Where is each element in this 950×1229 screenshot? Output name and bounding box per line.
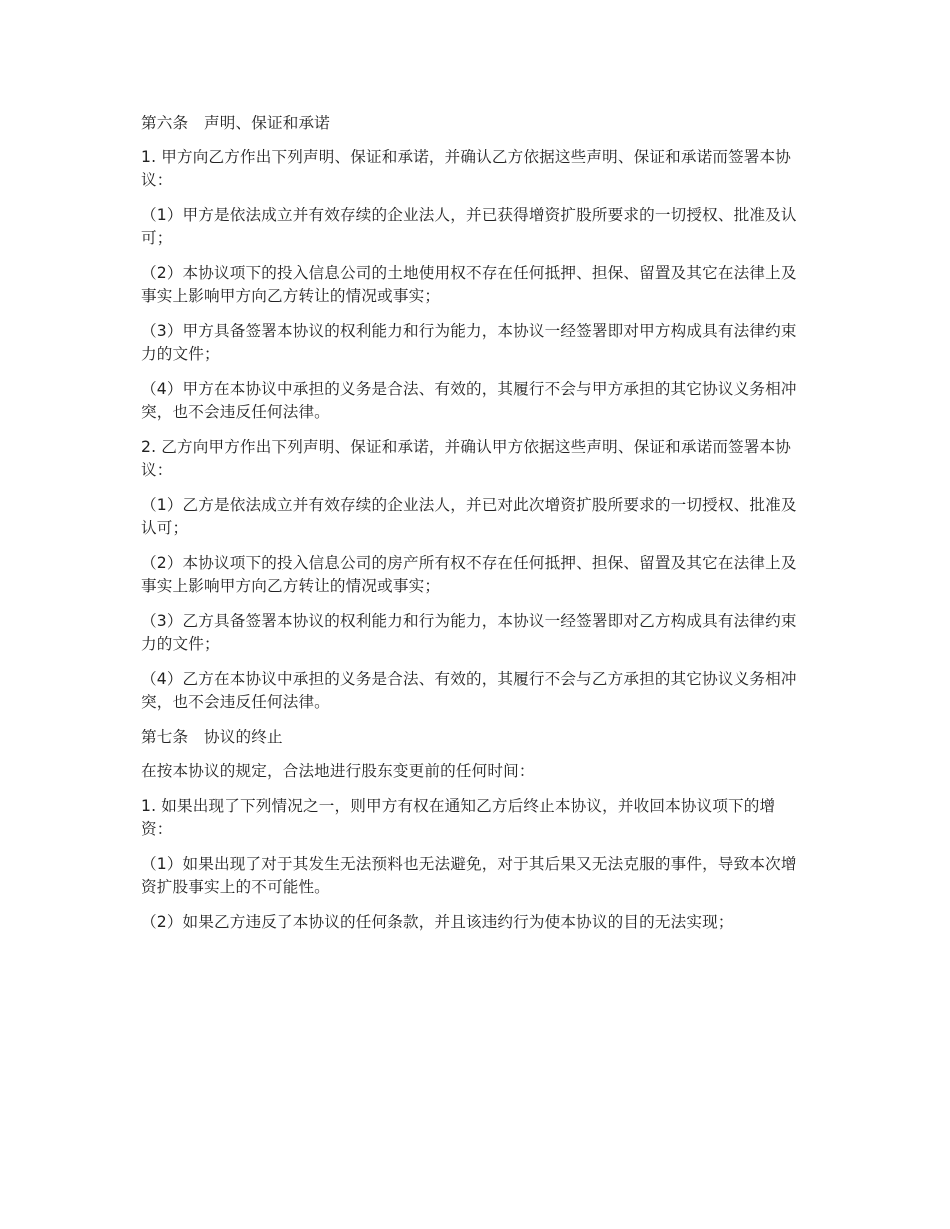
clause-6-2-item-4: （4）乙方在本协议中承担的义务是合法、有效的，其履行不会与乙方承担的其它协议义务相冲突，也不会违反任何法律。 xyxy=(141,670,797,711)
article-7-intro: 在按本协议的规定，合法地进行股东变更前的任何时间： xyxy=(141,762,535,780)
document-page xyxy=(141,112,805,946)
clause-6-1-item-3: （3）甲方具备签署本协议的权利能力和行为能力，本协议一经签署即对甲方构成具有法律约束力的文件； xyxy=(141,322,797,363)
article-7-heading: 第七条 协议的终止 xyxy=(141,728,283,746)
clause-6-2-item-3: （3）乙方具备签署本协议的权利能力和行为能力，本协议一经签署即对乙方构成具有法律约束力的文件； xyxy=(141,612,797,653)
clause-7-1: 1. 如果出现了下列情况之一，则甲方有权在通知乙方后终止本协议，并收回本协议项下的增资： xyxy=(141,797,776,838)
clause-7-1-item-2: （2）如果乙方违反了本协议的任何条款，并且该违约行为使本协议的目的无法实现； xyxy=(141,913,734,931)
clause-6-2-item-2: （2）本协议项下的投入信息公司的房产所有权不存在任何抵押、担保、留置及其它在法律上及事实上影响甲方向乙方转让的情况或事实； xyxy=(141,554,797,595)
clause-6-1-item-4: （4）甲方在本协议中承担的义务是合法、有效的，其履行不会与甲方承担的其它协议义务相冲突，也不会违反任何法律。 xyxy=(141,380,797,421)
clause-6-2: 2. 乙方向甲方作出下列声明、保证和承诺，并确认甲方依据这些声明、保证和承诺而签署本协议： xyxy=(141,438,792,479)
article-6-heading: 第六条 声明、保证和承诺 xyxy=(141,114,330,132)
clause-6-2-item-1: （1）乙方是依法成立并有效存续的企业法人，并已对此次增资扩股所要求的一切授权、批准及认可； xyxy=(141,496,797,537)
clause-6-1-item-2: （2）本协议项下的投入信息公司的土地使用权不存在任何抵押、担保、留置及其它在法律上及事实上影响甲方向乙方转让的情况或事实； xyxy=(141,264,797,305)
clause-6-1: 1. 甲方向乙方作出下列声明、保证和承诺，并确认乙方依据这些声明、保证和承诺而签署本协议： xyxy=(141,148,792,189)
clause-6-1-item-1: （1）甲方是依法成立并有效存续的企业法人，并已获得增资扩股所要求的一切授权、批准及认可； xyxy=(141,206,797,247)
clause-7-1-item-1: （1）如果出现了对于其发生无法预料也无法避免，对于其后果又无法克服的事件，导致本次增资扩股事实上的不可能性。 xyxy=(141,855,797,896)
